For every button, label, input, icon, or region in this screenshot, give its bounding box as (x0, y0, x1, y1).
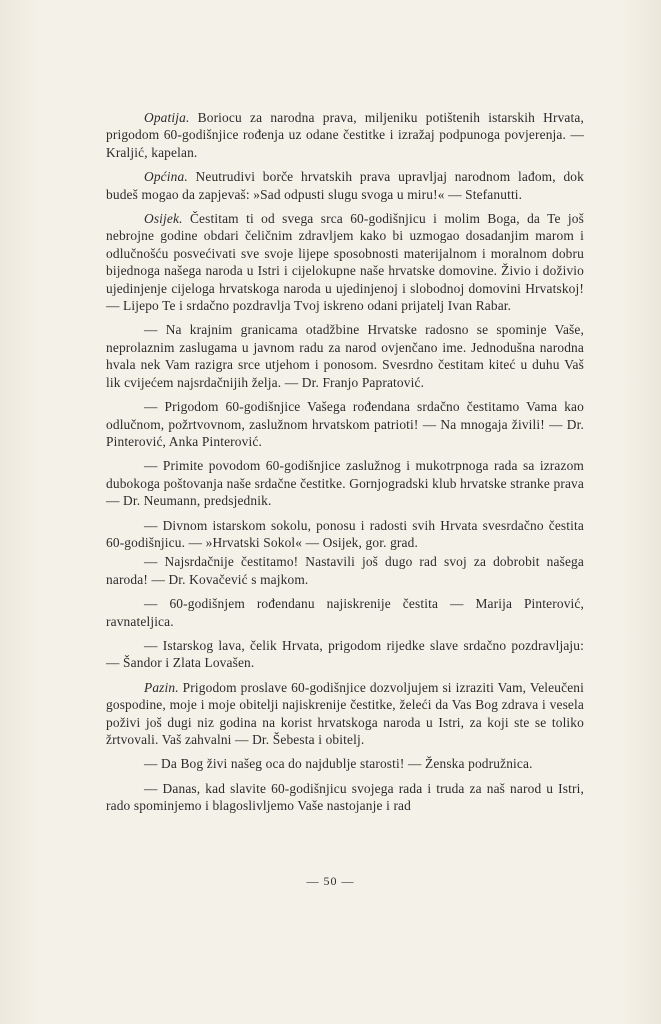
paragraph-lovasen (106, 637, 584, 672)
body-text (106, 109, 584, 822)
paragraph-text: — Da Bog živi našeg oca do najdublje starosti! — Ženska podružnica. (144, 756, 533, 772)
paragraph-kovacevic (106, 553, 584, 588)
paragraph-danas (106, 780, 584, 815)
paragraph-marija (106, 595, 584, 630)
paragraph-text: — Danas, kad slavite 60-godišnjicu svojega rada i truda za naš narod u Istri, rado spominjemo i blagoslivljemo Vaše nastojanje i rad (106, 780, 584, 814)
paragraph-text: — 60-godišnjem rođendanu najiskrenije čestita — Marija Pinterović, ravnateljica. (106, 596, 584, 629)
place-name: Opatija. (144, 110, 190, 125)
paragraph-osijek (106, 210, 584, 314)
paragraph-text: Neutrudivi borče hrvatskih prava upravljaj narodnom lađom, dok budeš mogao da zapjevaš: »Sad odpusti slugu svoga u miru!« — Stefanutti. (106, 169, 584, 202)
paragraph-zenska (106, 755, 584, 772)
place-name: Pazin. (144, 679, 179, 695)
page-number: — 50 — (306, 874, 355, 888)
paragraph-text: — Na krajnim granicama otadžbine Hrvatske radosno se spominje Vaše, neprolaznim zaslugama u javnom radu za narod ovjenčano ime. Jednodušna narodna hvala nek Vam razigra srce utjehom i ponosom. Svesrdno čestitam kiteć u duhu Vaš lik cvijećem najsrdačnijih želja. — Dr. Franjo Papratović. (106, 322, 584, 390)
paragraph-text: — Prigodom 60-godišnjice Vašega rođendana srdačno čestitamo Vama kao odlučnom, požrtvovnom, zaslužnom hrvatskom patrioti! — Na mnogaja živili! — Dr. Pinterović, Anka Pinterović. (106, 399, 584, 449)
paragraph-text: — Najsrdačnije čestitamo! Nastavili još dugo rad svoj za dobrobit našega naroda! — Dr. Kovačević s majkom. (106, 554, 584, 587)
paragraph-pinterovic (106, 398, 584, 450)
paragraph-pazin (106, 679, 584, 749)
paragraph-text: Čestitam ti od svega srca 60-godišnjicu i molim Boga, da Te još nebrojne godine obdari čeličnim zdravljem kako bi uzmogao dosadanjim marom i odlučnošću posvećivati sve svoje lijepe sposobnosti materijalnom i moralnom dobru bijednoga našega naroda u Istri i cijelokupne naše hrvatske domovine. Živio i doživio ujedinjenje cijeloga hrvatskoga naroda u ujedinjenoj i slobodnoj domovini Hrvatskoj! — Lijepo Te i srdačno pozdravlja Tvoj iskreno odani prijatelj Ivan Rabar. (106, 211, 584, 314)
place-name: Općina. (144, 169, 188, 185)
paragraph-text: — Divnom istarskom sokolu, ponosu i radosti svih Hrvata svesrdačno čestita 60-godišnjicu. — »Hrvatski Sokol« — Osijek, gor. grad. (106, 517, 584, 550)
paragraph-opatija (106, 109, 584, 161)
place-name: Osijek. (144, 211, 183, 227)
paragraph-neumann (106, 457, 584, 509)
paragraph-text: — Istarskog lava, čelik Hrvata, prigodom rijedke slave srdačno pozdravljaju: — Šandor i Zlata Lovašen. (106, 637, 584, 671)
paragraph-text: — Primite povodom 60-godišnjice zaslužnog i mukotrpnoga rada sa izrazom dubokoga poštovanja naše srdačne čestitke. Gornjogradski klub hrvatske stranke prava — Dr. Neumann, predsjednik. (106, 458, 584, 509)
paragraph-papratovic (106, 321, 584, 391)
paragraph-sokol (106, 517, 584, 552)
paragraph-text: Boriocu za narodna prava, miljeniku potištenih istarskih Hrvata, prigodom 60-godišnjice rođenja uz odane čestitke i izražaj podpunoga povjerenja. — Kraljić, kapelan. (106, 110, 584, 160)
paragraph-opcina (106, 168, 584, 203)
paragraph-text: Prigodom proslave 60-godišnjice dozvoljujem si izraziti Vam, Veleučeni gospodine, moje i moje obitelji najiskrenije čestitke, želeći da Vas Bog zdrava i vesela poživi još dugi niz godina na korist hrvatskoga naroda u Istri, za koji ste se toliko žrtvovali. Vaš zahvalni — Dr. Šebesta i obitelj. (106, 679, 584, 747)
